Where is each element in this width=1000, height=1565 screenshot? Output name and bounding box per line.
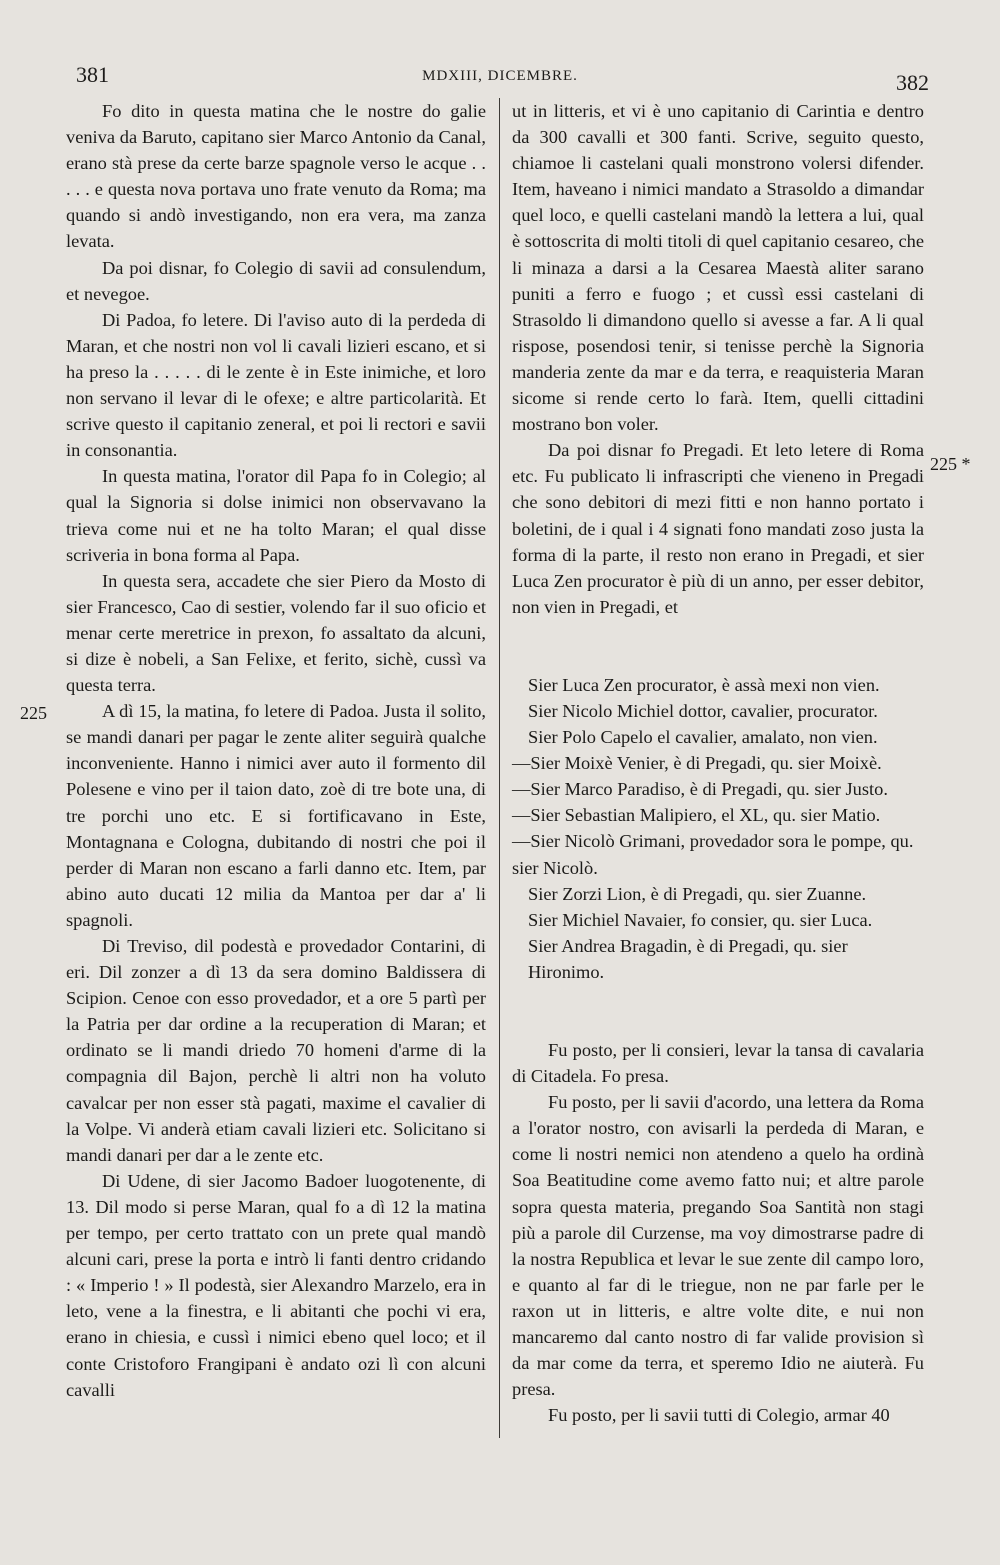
right-page-number: 382 (896, 70, 929, 95)
list-item: Sier Polo Capelo el cavalier, amalato, non vien. (528, 727, 878, 748)
paragraph: Da poi disnar, fo Colegio di savii ad consulendum, et nevegoe. (66, 257, 486, 304)
paragraph: Fu posto, per li savii tutti di Colegio, armar 40 (548, 1405, 890, 1426)
list-item: —Sier Marco Paradiso, è di Pregadi, qu. sier Justo. (512, 779, 888, 800)
paragraph: In questa sera, accadete che sier Piero da Mosto di sier Francesco, Cao di sestier, volendo far il suo oficio et menar certe meretrice in prexon, fo assaltato da alcuni, si dize è nobeli, a San Felixe, et ferito, sichè, cussì va questa terra. (66, 570, 486, 696)
paragraph: Di Treviso, dil podestà e provedador Contarini, di eri. Dil zonzer a dì 13 da sera domino Baldissera di Scipion. Cenoe con esso provedador, et a ore 5 partì per la Patria per dar ordine a la recuperation di Maran; et ordinato se li mandi driedo 70 homeni d'arme di la compagnia dil Bajon, perchè li altri non ha voluto cavalcar per non esser stà pagati, maxime el cavalier di la Volpe. Vi anderà etiam cavali lizieri etc. Solicitano si mandi danari per dar a le zente etc. (66, 936, 486, 1165)
list-item: Sier Andrea Bragadin, è di Pregadi, qu. sier Hironimo. (528, 935, 848, 982)
paragraph: Da poi disnar fo Pregadi. Et leto letere di Roma etc. Fu publicato li infrascripti che vieneno in Pregadi che sono debitori di mezi fitti e non hanno portato i boletini, de i qual i 4 signati fono mandati zoso justa la forma di la parte, il resto non erano in Pregadi, et sier Luca Zen procurator è più di un anno, per esser debitor, non vien in Pregadi, et (512, 440, 924, 617)
running-head: MDXIII, DICEMBRE. (422, 68, 578, 84)
left-column (66, 98, 486, 1403)
left-margin-note: 225 (20, 703, 47, 723)
paragraph: In questa matina, l'orator dil Papa fo in Colegio; al qual la Signoria si dolse inimici non observavano la trieva come nui et ne ha tolto Maran; el qual disse scriveria in bona forma al Papa. (66, 466, 486, 565)
names-list (512, 672, 924, 985)
right-margin-note: 225 * (930, 454, 971, 474)
list-item: —Sier Sebastian Malipiero, el XL, qu. sier Matio. (512, 805, 881, 826)
paragraph: Fo dito in questa matina che le nostre do galie veniva da Baruto, capitano sier Marco Antonio da Canal, erano stà prese da certe barze spagnole verso le acque . . . . . e questa nova portava uno frate venuto da Roma; ma quando si andò investigando, non era vera, ma zanza levata. (66, 101, 486, 252)
paragraph: Fu posto, per li savii d'acordo, una lettera da Roma a l'orator nostro, con avisarli la perdeda di Maran, e come li nostri nemici non atendeno a quelo ha ordinà Soa Beatitudine come avemo fatto nui; et altre parole sopra questa materia, pregando Soa Santità non stagi più a parole dil Curzense, ma voy dimostrarse padre di la nostra Republica et levar le sue zente dil campo loro, e quanto al far di le triegue, non ne par farle per le raxon ut in litteris, e altre volte dite, e nui non mancaremo dal canto nostro di far valide provision sì da mar come da terra, et speremo Idio ne aiuterà. Fu presa. (512, 1092, 924, 1400)
paragraph: ut in litteris, et vi è uno capitanio di Carintia e dentro da 300 cavalli et 300 fanti. Scrive, seguito questo, chiamoe li castelani quali monstrono volersi difender. Item, haveano i nimici mandato a Strasoldo a dimandar quel loco, e quelli castelani mandò la lettera a lui, qual è sottoscrita di molti titoli di quel capitanio cesareo, che li minaza a darsi a la Cesarea Maestà aliter sarano puniti a ferro e fuogo ; et cussì essi castelani di Strasoldo li dimandono quello si avesse a far. A li qual rispose, posendosi tenir, si tenisse perchè la Signoria manderia zente da mar e da terra, e reaquisteria Maran sicome si rende certo lo farà. Item, quelli cittadini mostrano bon voler. (512, 101, 924, 435)
paragraph: Fu posto, per li consieri, levar la tansa di cavalaria di Citadela. Fo presa. (512, 1040, 924, 1087)
list-item: Sier Michiel Navaier, fo consier, qu. sier Luca. (528, 909, 873, 930)
paragraph: Di Udene, di sier Jacomo Badoer luogotenente, di 13. Dil modo si perse Maran, qual fo a dì 12 la matina per tempo, per certo trattato con un prete qual mandò alcuni cari, prese la porta e intrò li fanti dentro cridando : « Imperio ! » Il podestà, sier Alexandro Marzelo, era in leto, vene a la finestra, e li abitanti che pochi vi era, erano in chiesia, e cussì i nimici ebeno quel loco; et il conte Cristoforo Frangipani è andato ozi lì con alcuni cavalli (66, 1170, 486, 1400)
list-item: Sier Zorzi Lion, è di Pregadi, qu. sier Zuanne. (528, 883, 867, 904)
list-item: Sier Nicolo Michiel dottor, cavalier, procurator. (528, 700, 878, 721)
list-item: —Sier Moixè Venier, è di Pregadi, qu. sier Moixè. (512, 753, 882, 774)
list-item: Sier Luca Zen procurator, è assà mexi non vien. (528, 674, 880, 695)
right-column (512, 98, 924, 1428)
left-page-number: 381 (76, 62, 109, 87)
paragraph: A dì 15, la matina, fo letere di Padoa. Justa il solito, se mandi danari per pagar le zente aliter seguirà qualche inconveniente. Hanno i nimici aver auto il formento dil Polesene e vino per il taion dato, zoè di tre bote una, di tre porchi uno etc. E si fortificavano in Este, Montagnana e Cologna, dubitando di nostri che poi il perder di Maran non escano a farli danno etc. Item, par abino auto ducati 12 milia da Mantoa per dar a' li spagnoli. (66, 701, 486, 930)
paragraph: Di Padoa, fo letere. Di l'aviso auto di la perdeda di Maran, et che nostri non vol li cavali lizieri escano, et si ha preso la . . . . . di le zente è in Este inimiche, et loro non servano il levar di le ofexe; e altre particolarità. Et scrive questo il capitanio zeneral, et poi li rectori e savii in consonantia. (66, 309, 486, 461)
column-divider (499, 98, 500, 1438)
list-item: —Sier Nicolò Grimani, provedador sora le pompe, qu. sier Nicolò. (512, 831, 914, 878)
